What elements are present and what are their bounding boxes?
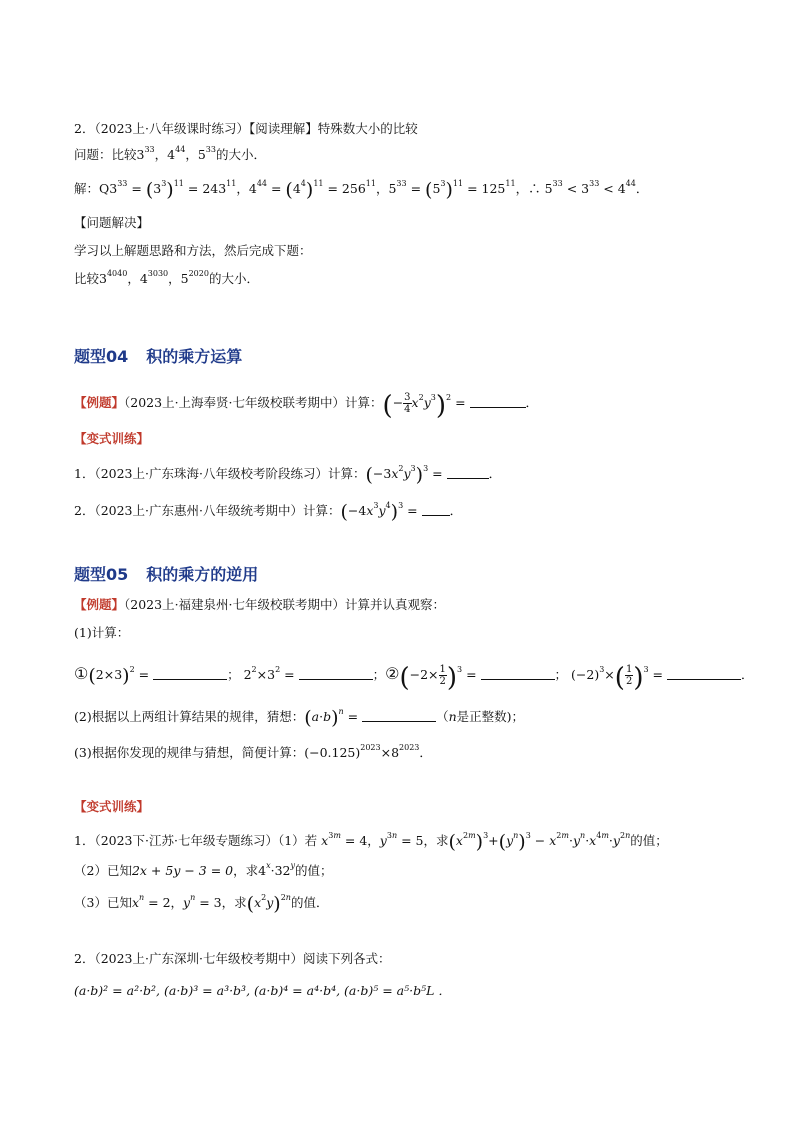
compare-task: 比较$3^{4040}$，$4^{3030}$，$5^{2020}$的大小． (74, 269, 259, 286)
section-04-variant-title: 【变式训练】 (74, 431, 150, 446)
fraction: $\frac{3}{4}$ (404, 392, 411, 415)
problem-2-header: 2．（2023上·八年级课时练习）【阅读理解】特殊数大小的比较 (74, 121, 418, 136)
section-04-heading: 题型04 积的乘方运算 (74, 347, 243, 366)
section-04-example: 【例题】（2023上·上海奉贤·七年级校联考期中）计算：(− $\frac{3}{4}$ $x^2y^3)^2$ = ． (74, 391, 539, 421)
part-3: (3)根据你发现的规律与猜想，简便计算：$(-0.125)^{2023}\times 8^{2023}$． (74, 743, 432, 760)
answer-blank[interactable] (470, 395, 526, 408)
answer-blank[interactable] (667, 667, 741, 680)
section-05-example: 【例题】（2023上·福建泉州·七年级校联考期中）计算并认真观察： (74, 597, 446, 612)
problem-2-solution: 解：$Q3^{33} = (3^3)^{11} = 243^{11}$，$4^{44} = (4^4)^{11} = 256^{11}$，$5^{33} = (5^3)^{11} = 125^{11}$，∴ $5^{33} < 3^{33} < 4^{44}$． (74, 179, 649, 201)
section-05-q1: 1．（2023下·江苏·七年级专题练习）（1）若 $x^{3m} = 4$，$y^{3n} = 5$，求$(x^{2m})^3+(y^n)^3 - x^{2m}\cdot y^n\cdot x^{4m}\cdot y^{2n}$的值； (74, 831, 668, 853)
answer-blank[interactable] (447, 466, 489, 479)
section-05-q2-series: (a·b)² = a²·b², (a·b)³ = a³·b³, (a·b)⁴ = a⁴·b⁴, (a·b)⁵ = a⁵·b⁵L ． (74, 983, 451, 998)
answer-blank[interactable] (362, 709, 436, 722)
section-05-variant-title: 【变式训练】 (74, 799, 150, 814)
answer-blank[interactable] (153, 667, 227, 680)
part-1-label: (1)计算： (74, 625, 130, 640)
part-2: (2)根据以上两组计算结果的规律，猜想：$(a\cdot b)^n = (n$是正整数)； (74, 707, 525, 729)
answer-blank[interactable] (422, 503, 450, 516)
section-05-q2: 2．（2023上·广东深圳·七年级校考期中）阅读下列各式： (74, 951, 391, 966)
section-05-q1-part2: （2）已知2x + 5y − 3 = 0，求$4^x\cdot 32^y$的值； (74, 861, 333, 878)
answer-blank[interactable] (481, 667, 555, 680)
problem-2-question: 问题：比较$3^{33}$，$4^{44}$，$5^{33}$的大小． (74, 145, 266, 162)
section-05-q1-part3: （3）已知$x^n = 2$，$y^n = 3$，求$(x^2y)^{2n}$的值． (74, 893, 329, 915)
problem-solving-title: 【问题解决】 (74, 215, 150, 230)
section-04-q2: 2．（2023上·广东惠州·八年级统考期中）计算：$(-4x^3y^4)^3$ = ． (74, 501, 463, 523)
part-1-expressions: $①(2\times 3)^2$ = ； $2^2\times 3^2$ = ；②(−2× $\frac{1}{2}$ )$^3$ = ； $(-2)^3\times$( $\frac{1}{2}$ )$^3$ = ． (74, 663, 754, 693)
answer-blank[interactable] (299, 667, 373, 680)
section-05-heading: 题型05 积的乘方的逆用 (74, 565, 259, 584)
learn-instruction: 学习以上解题思路和方法，然后完成下题： (74, 243, 312, 258)
section-04-q1: 1．（2023上·广东珠海·八年级校考阶段练习）计算：$(-3x^2y^3)^3$ = ． (74, 464, 502, 486)
